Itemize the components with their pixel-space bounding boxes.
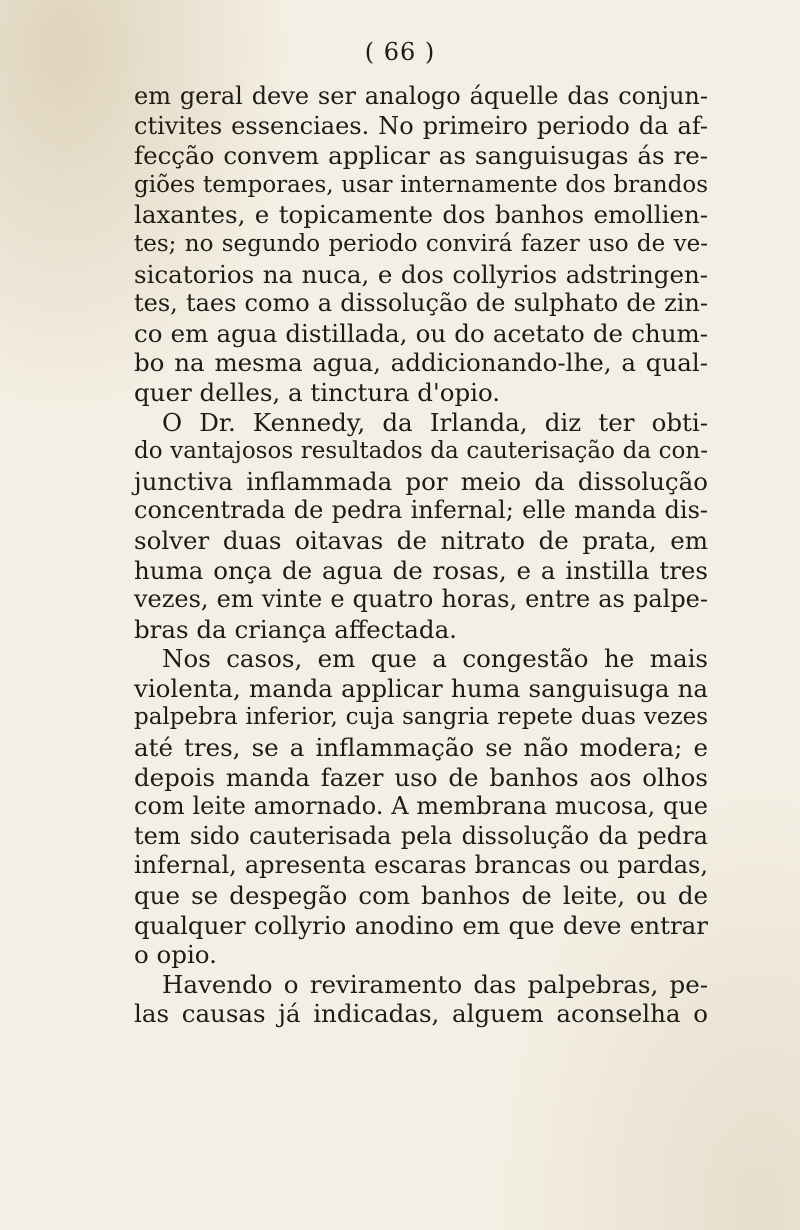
text-line: que se despegão com banhos de leite, ou de (134, 881, 708, 911)
text-line: co em agua distillada, ou do acetato de chum- (134, 318, 708, 348)
text-line: até tres, se a inflammação se não modera; e (134, 733, 708, 763)
text-line: huma onça de agua de rosas, e a instilla tres (134, 555, 708, 585)
text-line: fecção convem applicar as sanguisugas ás re- (134, 141, 708, 171)
text-line: depois manda fazer uso de banhos aos olhos (134, 762, 708, 792)
body-text (134, 82, 708, 1029)
page-number: ( 66 ) (364, 38, 436, 66)
text-line: bras da criança affectada. (134, 614, 457, 644)
text-line: em geral deve ser analogo áquelle das conjun- (134, 82, 708, 110)
text-line: laxantes, e topicamente dos banhos emollien- (134, 200, 708, 230)
text-line: palpebra inferior, cuja sangria repete duas vezes (134, 704, 708, 731)
text-line: qualquer collyrio anodino em que deve entrar (134, 910, 708, 940)
text-line: bo na mesma agua, addicionando-lhe, a qual- (134, 348, 708, 378)
text-line: solver duas oitavas de nitrato de prata, em (134, 525, 708, 555)
text-line: concentrada de pedra infernal; elle manda dis- (134, 496, 708, 525)
text-line: tes, taes como a dissolução de sulphato de zin- (134, 289, 708, 318)
text-line: o opio. (134, 940, 217, 970)
text-line: ctivites essenciaes. No primeiro periodo da af- (134, 111, 708, 140)
text-line: violenta, manda applicar huma sanguisuga na (134, 673, 708, 703)
text-line: las causas já indicadas, alguem aconselha o (134, 999, 708, 1029)
text-line: tes; no segundo periodo convirá fazer uso de ve- (134, 230, 708, 257)
text-line: do vantajosos resultados da cauterisação da con- (134, 438, 708, 465)
text-line: sicatorios na nuca, e dos collyrios adstringen- (134, 259, 708, 289)
text-line: Havendo o reviramento das palpebras, pe- (162, 969, 708, 999)
text-line: vezes, em vinte e quatro horas, entre as palpe- (134, 585, 708, 614)
text-line: junctiva inflammada por meio da dissolução (134, 466, 708, 496)
text-line: giões temporaes, usar internamente dos brandos (134, 171, 708, 198)
text-line: tem sido cauterisada pela dissolução da pedra (134, 821, 708, 850)
text-line: infernal, apresenta escaras brancas ou pardas, (134, 851, 708, 880)
text-line: O Dr. Kennedy, da Irlanda, diz ter obti- (162, 407, 708, 437)
text-line: Nos casos, em que a congestão he mais (162, 644, 708, 674)
text-line: com leite amornado. A membrana mucosa, que (134, 792, 708, 821)
text-line: quer delles, a tinctura d'opio. (134, 377, 501, 407)
